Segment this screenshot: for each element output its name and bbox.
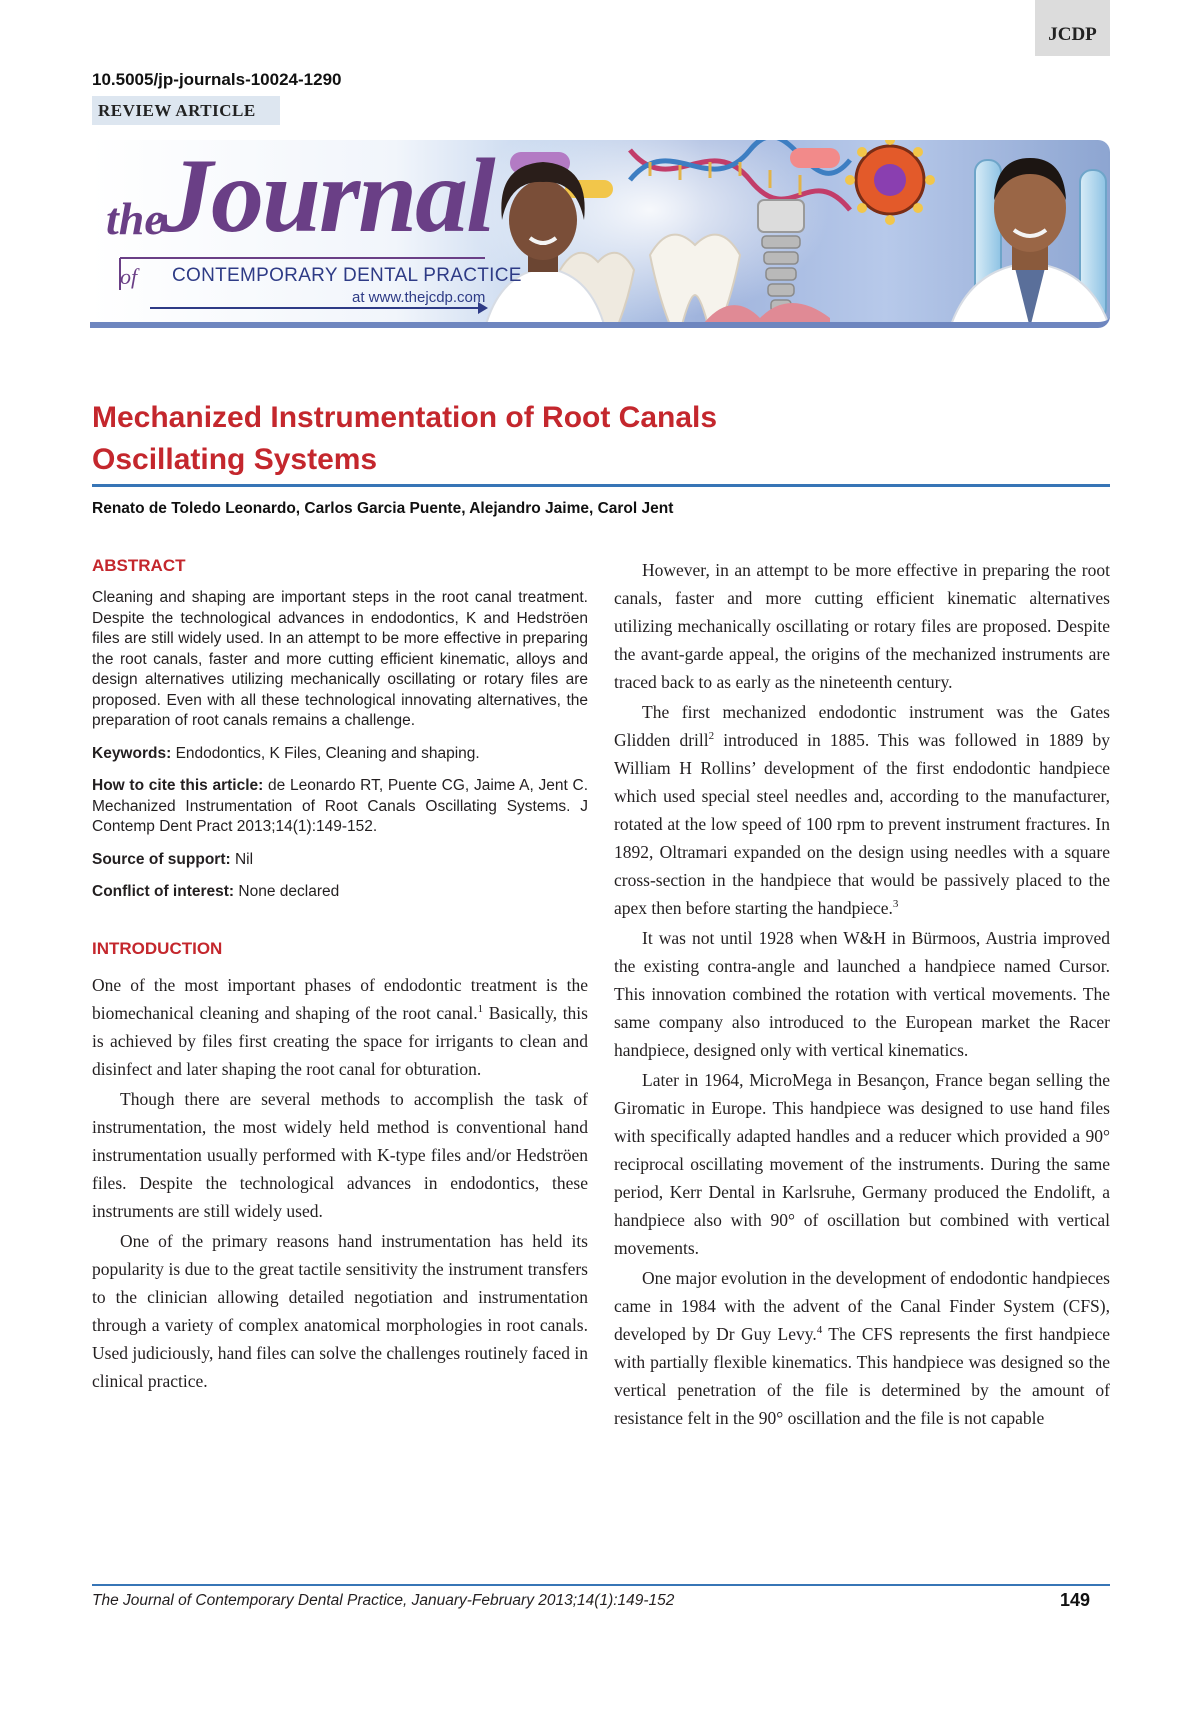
title-divider	[92, 484, 1110, 487]
body-p5-text-a: One major evolution in the development of endodontic handpieces came in 1984 with the advent of the Canal Finder System (CFS), developed by Dr Guy Levy.	[614, 1268, 1110, 1344]
abstract-heading: ABSTRACT	[92, 556, 186, 575]
cite-value: de Leonardo RT, Puente CG, Jaime A, Jent C. Mechanized Instrumentation of Root Canals Oscillating Systems. J Contemp Dent Pract 2013;14(1):149-152.	[92, 777, 589, 835]
conflict-value: None declared	[238, 883, 340, 900]
intro-p1-text-b: Basically, this is achieved by files first creating the space for irrigants to clean and disinfect and later shaping the root canal for obturation.	[92, 1002, 588, 1079]
reference-3[interactable]: 3	[892, 898, 899, 911]
logo-the: the	[106, 193, 165, 244]
body-paragraph-2	[614, 698, 1110, 922]
support-label: Source of support:	[92, 850, 231, 868]
logo-website[interactable]: at www.thejcdp.com	[352, 289, 486, 306]
doi: 10.5005/jp-journals-10024-1290	[92, 70, 342, 89]
title-line-1: Mechanized Instrumentation of Root Canals	[92, 401, 718, 434]
article-type-label: REVIEW ARTICLE	[92, 96, 280, 125]
body-paragraph-3: It was not until 1928 when W&H in Bürmoos, Austria improved the existing contra-angle and launched a handpiece named Cursor. This innovation combined the rotation with vertical movements. The same company also introduced to the European market the Racer handpiece, designed only with vertical kinematics.	[614, 928, 1110, 1060]
conflict-of-interest	[92, 882, 588, 903]
right-column	[614, 556, 1110, 1432]
introduction-heading: INTRODUCTION	[92, 938, 223, 958]
body-p2-text-a: The first mechanized endodontic instrument was the Gates Glidden drill	[614, 702, 1110, 750]
keywords-label: Keywords:	[92, 744, 172, 762]
body-paragraph-5	[614, 1264, 1110, 1432]
page-number: 149	[1060, 1590, 1091, 1610]
reference-4[interactable]: 4	[816, 1324, 823, 1337]
intro-p1-text-a: One of the most important phases of endodontic treatment is the biomechanical cleaning and shaping of the root canal.	[92, 974, 588, 1023]
footer-divider	[92, 1584, 1110, 1586]
intro-paragraph-2: Though there are several methods to accomplish the task of instrumentation, the most widely held method is conventional hand instrumentation usually performed with K-type files and/or Hedströen files. Despite the technological advances in endodontics, these instruments are still widely used.	[92, 1088, 588, 1221]
support-value: Nil	[234, 850, 254, 868]
body-paragraph-4: Later in 1964, MicroMega in Besançon, France began selling the Giromatic in Europe. This handpiece was designed to use hand files with specifically adapted handles and a reducer which provided a 90° reciprocal oscillating movement of the instruments. During the same period, Kerr Dental in Karlsruhe, Germany produced the Endolift, a handpiece also with 90° of oscillation but combined with vertical movements.	[614, 1070, 1110, 1258]
article-title	[92, 397, 992, 481]
conflict-label: Conflict of interest:	[92, 883, 235, 900]
logo-subtitle: CONTEMPORARY DENTAL PRACTICE	[172, 265, 522, 286]
title-line-2: Oscillating Systems	[92, 443, 378, 476]
body-p2-text-b: introduced in 1885. This was followed in 1889 by William H Rollins’ development of the first endodontic handpiece which used special steel needles and, according to the manufacturer, rotated at the low speed of 100 rpm to prevent instrument fractures. In 1892, Oltramari expanded on the design using needles with a square cross-section in the handpiece that would be passively placed to the apex then before starting the handpiece.	[614, 730, 1110, 918]
intro-paragraph-3: One of the primary reasons hand instrumentation has held its popularity is due to the great tactile sensitivity the instrument transfers to the clinician allowing detailed negotiation and instrumentation through a variety of complex anatomical morphologies in root canals. Used judiciously, hand files can solve the challenges routinely faced in clinical practice.	[92, 1230, 589, 1391]
reference-1[interactable]: 1	[477, 1002, 484, 1015]
abstract-text: Cleaning and shaping are important steps in the root canal treatment. Despite the technological advances in endodontics, K and Hedströen files are still widely used. In an attempt to be more effective in preparing the root canals, faster and more cutting efficient kinematic, alloys and design alternatives utilizing mechanically oscillating or rotary files are proposed. Even with all these technological innovating alternatives, the preparation of root canals remains a challenge.	[92, 589, 588, 729]
keywords	[92, 744, 588, 765]
how-to-cite	[92, 776, 588, 838]
source-of-support	[92, 850, 588, 871]
logo-journal: Journal	[160, 140, 494, 254]
logo-of: of	[120, 264, 138, 289]
journal-tag: JCDP	[1035, 0, 1110, 56]
keywords-value: Endodontics, K Files, Cleaning and shaping.	[175, 744, 480, 762]
body-p5-text-b: The CFS represents the first handpiece with partially flexible kinematics. This handpiece was designed so the vertical penetration of the file is determined by the amount of resistance felt in the 90° oscillation and the file is not capable	[614, 1324, 1110, 1428]
reference-2[interactable]: 2	[708, 730, 715, 743]
cite-label: How to cite this article:	[92, 777, 264, 794]
author-list: Renato de Toledo Leonardo, Carlos Garcia Puente, Alejandro Jaime, Carol Jent	[92, 500, 674, 517]
body-paragraph-1: However, in an attempt to be more effective in preparing the root canals, faster and more cutting efficient kinematic alternatives utilizing mechanically oscillating or rotary files are proposed. Despite the avant-garde appeal, the origins of the mechanized instruments are traced back to as early as the nineteenth century.	[614, 560, 1110, 692]
left-column	[92, 556, 588, 1395]
footer-citation: The Journal of Contemporary Dental Practice, January-February 2013;14(1):149-152	[92, 1592, 675, 1609]
journal-banner	[90, 140, 1110, 328]
intro-paragraph-1	[92, 971, 588, 1083]
